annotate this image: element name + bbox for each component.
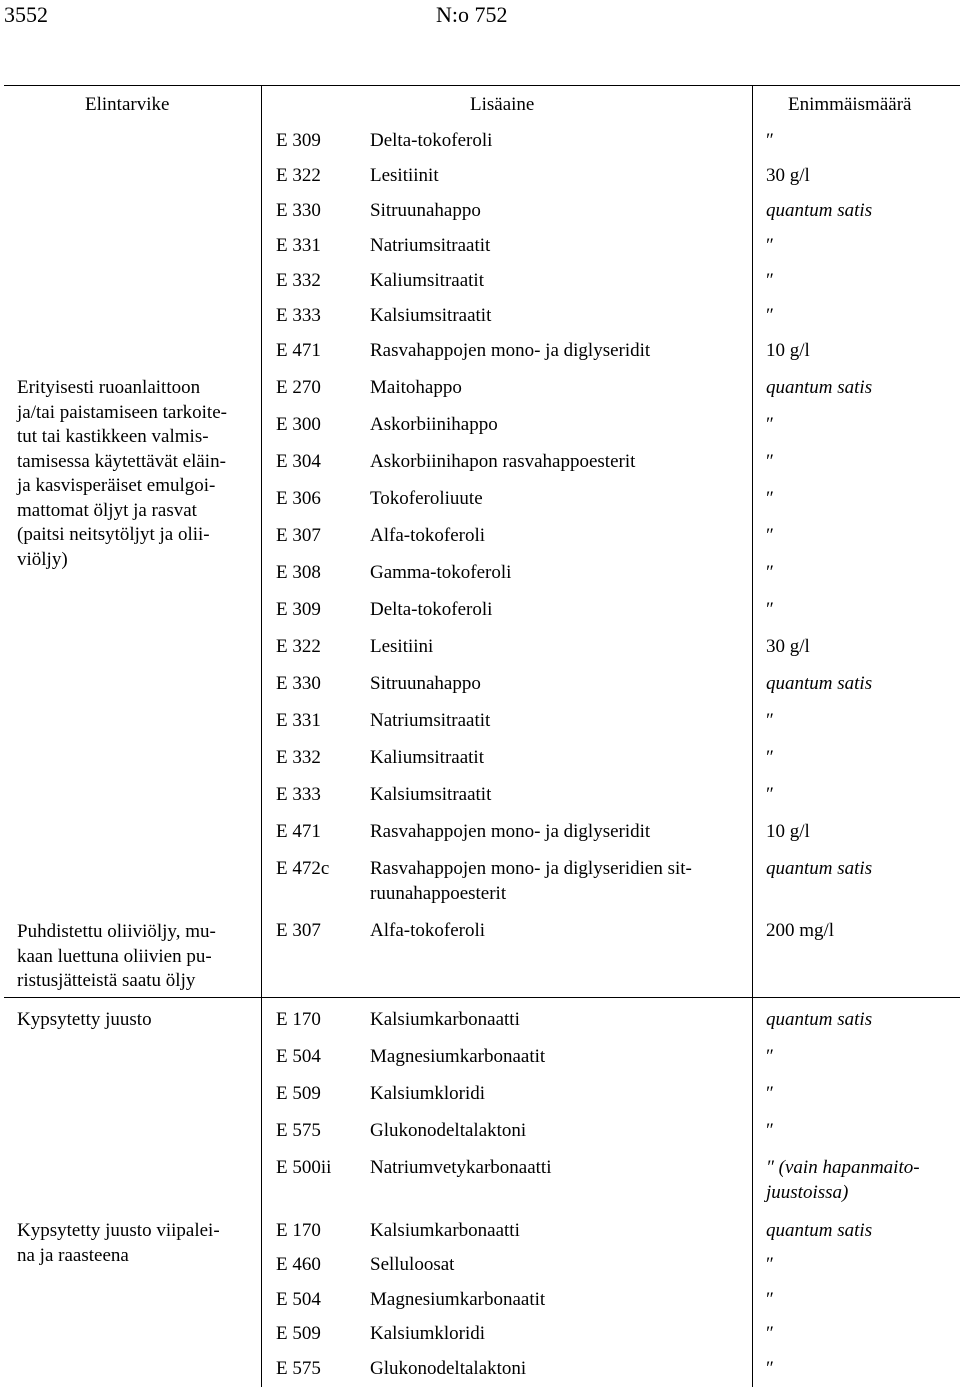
additive-name: Natriumvetykarbonaatti [370,1157,552,1178]
additive-name: Natriumsitraatit [370,710,491,731]
additive-code: E 575 [276,1120,321,1141]
food-label-line: Kypsytetty juusto viipalei- [17,1220,220,1241]
additive-code: E 504 [276,1046,321,1067]
additive-code: E 472c [276,858,330,879]
table-top-rule [4,85,960,86]
food-category-olive-oil [17,920,249,994]
max-amount: ″ [766,1358,774,1379]
additive-name: Alfa-tokoferoli [370,920,486,941]
additive-code: E 471 [276,821,321,842]
food-label-line: tamisessa käytettävät eläin- [17,450,226,472]
column-header-max: Enimmäismäärä [788,94,912,115]
max-amount: ″ [766,414,774,435]
additive-code: E 500ii [276,1157,332,1178]
max-amount: 30 g/l [766,165,810,186]
additive-code: E 322 [276,165,321,186]
food-category-ripened-cheese [17,1008,249,1033]
food-label-line: Erityisesti ruoanlaittoon [17,377,201,398]
additive-code: E 306 [276,488,321,509]
additive-code: E 170 [276,1220,321,1241]
food-label-line: ja kasvisperäiset emulgoi- [17,475,216,496]
additive-name: Kalsiumkloridi [370,1083,486,1104]
max-amount: ″ [766,1254,774,1275]
additive-name: Natriumsitraatit [370,235,491,256]
additive-name: Maitohappo [370,377,462,398]
food-label-line: na ja raasteena [17,1244,129,1266]
max-amount: 30 g/l [766,636,810,657]
column-header-food: Elintarvike [85,94,170,115]
food-label-line: Puhdistettu oliiviöljy, mu- [17,921,216,942]
max-amount: quantum satis [766,673,873,694]
additive-code: E 331 [276,235,321,256]
additive-name: Glukonodeltalaktoni [370,1358,527,1379]
additive-code: E 460 [276,1254,321,1275]
additive-code: E 309 [276,130,321,151]
additive-name: Magnesiumkarbonaatit [370,1046,546,1067]
additive-name: Sitruunahappo [370,673,481,694]
additive-name: Tokoferoliuute [370,488,483,509]
max-amount: ″ [766,525,774,546]
food-label-line: kaan luettuna oliivien pu- [17,945,212,967]
max-amount: ″ [766,270,774,291]
additive-code: E 270 [276,377,321,398]
page-number: 3552 [4,2,48,27]
max-amount: ″ [766,488,774,509]
max-amount: ″ [766,305,774,326]
additive-name: Askorbiinihappo [370,414,498,435]
additive-name: Selluloosat [370,1254,455,1275]
column-divider-left [261,85,262,1387]
food-category-sliced-cheese [17,1219,249,1268]
max-amount: quantum satis [766,1009,873,1030]
additive-name: Glukonodeltalaktoni [370,1120,527,1141]
additive-name-continued: ruunahappoesterit [370,883,507,904]
max-amount: ″ [766,1323,774,1344]
additive-code: E 331 [276,710,321,731]
additive-name: Rasvahappojen mono- ja diglyseridit [370,340,651,361]
additive-code: E 333 [276,784,321,805]
max-amount: ″ [766,784,774,805]
food-label-line: ristusjätteistä saatu öljy [17,970,196,991]
additive-code: E 330 [276,200,321,221]
additive-code: E 304 [276,451,321,472]
max-amount: ″ [766,235,774,256]
max-amount: ″ [766,599,774,620]
additive-name: Askorbiinihapon rasvahappoesterit [370,451,636,472]
additive-name: Kalsiumsitraatit [370,784,492,805]
additive-name: Lesitiinit [370,165,439,186]
additive-name: Magnesiumkarbonaatit [370,1289,546,1310]
food-label-line: mattomat öljyt ja rasvat [17,499,197,521]
additive-name: Kaliumsitraatit [370,747,484,768]
max-amount-continued: juustoissa) [766,1182,849,1203]
max-amount: ″ [766,1289,774,1310]
additive-name: Lesitiini [370,636,434,657]
max-amount: 10 g/l [766,340,810,361]
additive-name: Kaliumsitraatit [370,270,484,291]
issue-number: N:o 752 [436,2,508,27]
additive-name: Kalsiumkarbonaatti [370,1220,520,1241]
additive-code: E 308 [276,562,321,583]
additive-code: E 300 [276,414,321,435]
max-amount: ″ [766,710,774,731]
additive-code: E 509 [276,1083,321,1104]
additive-code: E 333 [276,305,321,326]
additive-name: Kalsiumsitraatit [370,305,492,326]
column-divider-right [752,85,753,1387]
additive-name: Rasvahappojen mono- ja diglyseridien sit- [370,858,692,879]
additive-name: Sitruunahappo [370,200,481,221]
column-header-additive: Lisäaine [470,94,535,115]
additive-code: E 332 [276,747,321,768]
additive-code: E 307 [276,525,321,546]
food-label-line: ja/tai paistamiseen tarkoite- [17,401,227,423]
max-amount: quantum satis [766,858,873,879]
additive-name: Alfa-tokoferoli [370,525,486,546]
additive-code: E 509 [276,1323,321,1344]
additive-name: Delta-tokoferoli [370,130,493,151]
max-amount: quantum satis [766,377,873,398]
max-amount: 10 g/l [766,821,810,842]
table-group-divider [4,997,960,998]
max-amount: ″ [766,1046,774,1067]
additive-name: Gamma-tokoferoli [370,562,512,583]
additive-code: E 575 [276,1358,321,1379]
max-amount: quantum satis [766,200,873,221]
max-amount: ″ [766,747,774,768]
max-amount: 200 mg/l [766,920,835,941]
additive-name: Rasvahappojen mono- ja diglyseridit [370,821,651,842]
food-category-emulsified-oils [17,376,249,572]
additive-code: E 332 [276,270,321,291]
max-amount: ″ [766,1083,774,1104]
additive-name: Kalsiumkarbonaatti [370,1009,520,1030]
food-label-line: viöljy) [17,548,68,570]
additive-code: E 322 [276,636,321,657]
additive-code: E 309 [276,599,321,620]
additive-code: E 471 [276,340,321,361]
max-amount: ″ (vain hapanmaito- [766,1157,920,1178]
max-amount: ″ [766,130,774,151]
additive-code: E 504 [276,1289,321,1310]
additive-name: Delta-tokoferoli [370,599,493,620]
food-label-line: (paitsi neitsytöljyt ja olii- [17,524,210,545]
food-label-line: tut tai kastikkeen valmis- [17,426,209,447]
additive-code: E 330 [276,673,321,694]
max-amount: ″ [766,451,774,472]
food-label-line: Kypsytetty juusto [17,1009,152,1030]
additive-name: Kalsiumkloridi [370,1323,486,1344]
max-amount: ″ [766,562,774,583]
max-amount: ″ [766,1120,774,1141]
max-amount: quantum satis [766,1220,873,1241]
additive-code: E 307 [276,920,321,941]
additive-code: E 170 [276,1009,321,1030]
